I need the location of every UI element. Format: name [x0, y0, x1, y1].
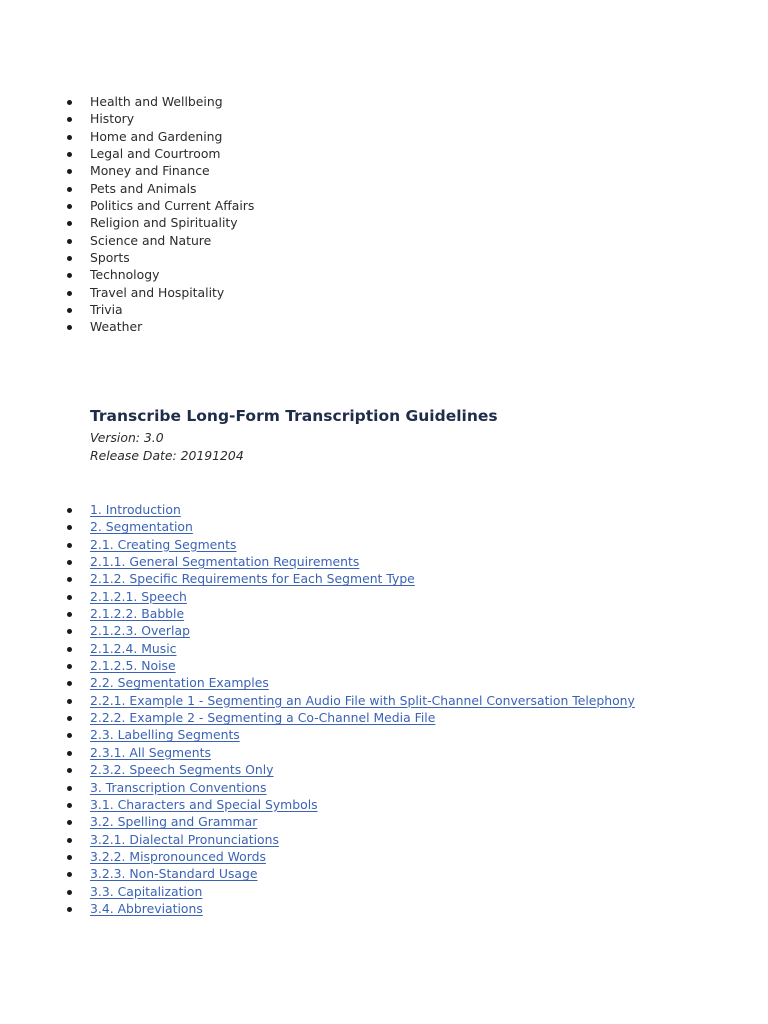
bullet-icon [67, 135, 72, 140]
topic-list [0, 93, 720, 336]
bullet-icon [67, 152, 72, 157]
topic-list-item [0, 110, 720, 127]
document-title: Transcribe Long-Form Transcription Guidelines [90, 407, 498, 425]
bullet-icon [67, 716, 72, 721]
toc-item [0, 831, 720, 848]
toc-item [0, 501, 720, 518]
toc-item [0, 692, 720, 709]
bullet-icon [67, 221, 72, 226]
toc-link[interactable]: 1. Introduction [90, 502, 181, 517]
bullet-icon [67, 187, 72, 192]
toc-item [0, 796, 720, 813]
topic-label: Religion and Spirituality [90, 215, 238, 231]
bullet-icon [67, 907, 72, 912]
topic-list-item [0, 214, 720, 231]
bullet-icon [67, 508, 72, 513]
toc-link[interactable]: 2.1.2.5. Noise [90, 658, 176, 674]
topic-label: Money and Finance [90, 163, 210, 179]
toc-item [0, 813, 720, 830]
toc-link[interactable]: 2.1.1. General Segmentation Requirements [90, 554, 360, 570]
topic-label: Weather [90, 319, 143, 335]
bullet-icon [67, 256, 72, 261]
bullet-icon [67, 733, 72, 738]
bullet-icon [67, 629, 72, 634]
bullet-icon [67, 699, 72, 704]
bullet-icon [67, 204, 72, 209]
bullet-icon [67, 768, 72, 773]
toc-item [0, 536, 720, 553]
toc-link[interactable]: 2.1.2.4. Music [90, 640, 177, 656]
bullet-icon [67, 308, 72, 313]
bullet-icon [67, 612, 72, 617]
topic-list-item [0, 145, 720, 162]
bullet-icon [67, 239, 72, 244]
toc-item [0, 674, 720, 691]
topic-label: Politics and Current Affairs [90, 198, 255, 214]
bullet-icon [67, 803, 72, 808]
topic-list-item [0, 93, 720, 110]
bullet-icon [67, 525, 72, 530]
bullet-icon [67, 751, 72, 756]
toc-link[interactable]: 3.2.2. Mispronounced Words [90, 848, 266, 864]
toc-link[interactable]: 2.1. Creating Segments [90, 536, 237, 552]
toc-link[interactable]: 2.3.2. Speech Segments Only [90, 762, 274, 778]
toc-link[interactable]: 3. Transcription Conventions [90, 779, 267, 795]
toc-item [0, 640, 720, 657]
topic-list-item [0, 128, 720, 145]
toc-link[interactable]: 2.2.2. Example 2 - Segmenting a Co-Channel Media File [90, 710, 436, 726]
bullet-icon [67, 664, 72, 669]
bullet-icon [67, 325, 72, 330]
topic-list-item [0, 284, 720, 301]
topic-label: Technology [90, 267, 160, 283]
topic-label: Travel and Hospitality [90, 284, 225, 300]
bullet-icon [67, 820, 72, 825]
topic-list-item [0, 180, 720, 197]
toc-item [0, 744, 720, 761]
toc-link[interactable]: 2.1.2.3. Overlap [90, 623, 190, 639]
bullet-icon [67, 647, 72, 652]
document-version: Version: 3.0 [90, 430, 164, 445]
bullet-icon [67, 595, 72, 600]
toc-item [0, 779, 720, 796]
toc-link[interactable]: 3.4. Abbreviations [90, 900, 203, 916]
bullet-icon [67, 291, 72, 296]
topic-list-item [0, 301, 720, 318]
toc-item [0, 761, 720, 778]
toc-item [0, 570, 720, 587]
toc-item [0, 657, 720, 674]
toc-link[interactable]: 3.2.3. Non-Standard Usage [90, 866, 258, 882]
toc-link[interactable]: 3.2.1. Dialectal Pronunciations [90, 831, 279, 847]
toc-link[interactable]: 2.1.2.1. Speech [90, 588, 187, 604]
topic-list-item [0, 266, 720, 283]
toc-link[interactable]: 2.1.2. Specific Requirements for Each Segment Type [90, 571, 415, 587]
toc-item [0, 553, 720, 570]
bullet-icon [67, 560, 72, 565]
toc-link[interactable]: 2.1.2.2. Babble [90, 606, 185, 622]
topic-label: Trivia [90, 302, 123, 318]
toc-item [0, 622, 720, 639]
bullet-icon [67, 577, 72, 582]
topic-label: Sports [90, 250, 130, 266]
topic-label: Home and Gardening [90, 128, 223, 144]
topic-list-item [0, 318, 720, 335]
bullet-icon [67, 872, 72, 877]
topic-list-item [0, 232, 720, 249]
document-release-date: Release Date: 20191204 [90, 448, 244, 463]
bullet-icon [67, 838, 72, 843]
topic-list-item [0, 249, 720, 266]
bullet-icon [67, 169, 72, 174]
topic-label: Pets and Animals [90, 180, 197, 196]
toc-item [0, 726, 720, 743]
toc-item [0, 605, 720, 622]
topic-list-item [0, 162, 720, 179]
bullet-icon [67, 786, 72, 791]
bullet-icon [67, 117, 72, 122]
bullet-icon [67, 273, 72, 278]
toc-link[interactable]: 2.3. Labelling Segments [90, 727, 240, 743]
topic-label: Legal and Courtroom [90, 146, 221, 162]
toc-item [0, 709, 720, 726]
bullet-icon [67, 543, 72, 548]
toc-link[interactable]: 2.3.1. All Segments [90, 744, 211, 760]
bullet-icon [67, 855, 72, 860]
topic-label: Health and Wellbeing [90, 94, 223, 109]
toc-item [0, 883, 720, 900]
toc-item [0, 588, 720, 605]
toc-link[interactable]: 3.3. Capitalization [90, 883, 203, 899]
toc-link[interactable]: 2. Segmentation [90, 519, 193, 535]
toc-link[interactable]: 3.2. Spelling and Grammar [90, 814, 258, 830]
bullet-icon [67, 890, 72, 895]
toc-item [0, 518, 720, 535]
toc-item [0, 865, 720, 882]
toc-item [0, 900, 720, 917]
topic-label: History [90, 111, 135, 127]
table-of-contents [0, 501, 720, 917]
topic-list-item [0, 197, 720, 214]
bullet-icon [67, 681, 72, 686]
toc-item [0, 848, 720, 865]
topic-label: Science and Nature [90, 232, 212, 248]
toc-link[interactable]: 2.2.1. Example 1 - Segmenting an Audio File with Split-Channel Conversation Telephony [90, 692, 635, 708]
toc-link[interactable]: 3.1. Characters and Special Symbols [90, 796, 318, 812]
toc-link[interactable]: 2.2. Segmentation Examples [90, 675, 269, 691]
bullet-icon [67, 100, 72, 105]
